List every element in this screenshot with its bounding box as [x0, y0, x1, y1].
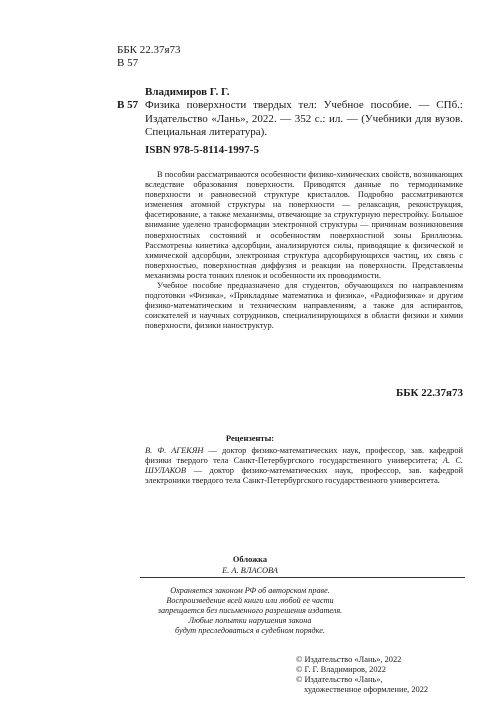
- author-name: Владимиров Г. Г.: [145, 86, 230, 98]
- bibliographic-description: Физика поверхности твердых тел: Учебное пособие. — СПб.: Издательство «Лань», 2022. — 352 с.: ил. — (Учебники для вузов. Специальная литература).: [145, 99, 463, 139]
- notice-line: Любые попытки нарушения закона: [188, 616, 312, 625]
- copyright-line: © Издательство «Лань», 2022: [296, 655, 402, 664]
- cover-credit-name: Е. А. ВЛАСОВА: [222, 566, 278, 575]
- copyright-notice: [0, 586, 500, 636]
- reviewer-2-description: — доктор физико-математических наук, профессор, зав. кафедрой электроники твердого тела Санкт-Петербургского государственного университета.: [145, 466, 463, 486]
- abstract: [145, 170, 463, 332]
- notice-line: будут преследоваться в судебном порядке.: [175, 626, 325, 635]
- author-code: В 57: [117, 99, 139, 111]
- reviewer-1-description: — доктор физико-математических наук, профессор, зав. кафедрой физики твердого тела Санкт-Петербургского государственного университета;: [145, 446, 463, 466]
- notice-line: Охраняется законом РФ об авторском праве.: [170, 586, 330, 595]
- notice-line: запрещается без письменного разрешения издателя.: [157, 606, 343, 615]
- copyright-line: художественное оформление, 2022: [304, 685, 429, 694]
- divider: [140, 577, 465, 578]
- bbk-index: ББК 22.37я73: [117, 44, 181, 56]
- cover-credit-title: Обложка: [232, 555, 268, 564]
- isbn: ISBN 978-5-8114-1997-5: [145, 144, 259, 156]
- author-mark: В 57: [117, 57, 139, 69]
- bbk-header: [117, 44, 181, 70]
- copyright-holders: [296, 655, 428, 695]
- reviewer-1-name: В. Ф. АГЕКЯН: [145, 446, 204, 455]
- copyright-line: © Г. Г. Владимиров, 2022: [296, 665, 386, 674]
- reviewers-text: [145, 446, 463, 486]
- bbk-footer: ББК 22.37я73: [396, 387, 463, 399]
- copyright-line: © Издательство «Лань»,: [296, 675, 383, 684]
- abstract-paragraph: В пособии рассматриваются особенности физико-химических свойств, возникающих вследствие образования поверхности. Приводятся данные по термодинамике поверхности и равновесной структуре кристаллов. Подробно рассматриваются изменения атомной структуры на поверхности — релаксация, реконструкция, фасетирование, а также механизмы, отвечающие за структурную перестройку. Большое внимание уделено трансформации электронной структуры — причинам возникновения поверхностных состояний и особенностям поверхностной зоны Бриллюэна. Рассмотрены кинетика адсорбции, анализируются силы, приводящие к физической и химической адсорбции, электронная структура адсорбирующихся частиц, их связь с поверхностью, поверхностная диффузия и реакции на поверхности. Представлены механизмы роста тонких пленок и особенности их проводимости.: [145, 170, 463, 280]
- reviewers-title: Рецензенты:: [225, 433, 275, 443]
- reviewer-2-name: А. С. ШУЛАКОВ: [145, 456, 463, 476]
- abstract-paragraph: Учебное пособие предназначено для студентов, обучающихся по направлениям подготовки «Физика», «Прикладные математика и физика», «Радиофизика» и другим физико-математическим и техническим направлениям, а также для аспирантов, соискателей и научных сотрудников, специализирующихся в области физики и химии поверхности, физики наноструктур.: [145, 281, 463, 331]
- notice-line: Воспроизведение всей книги или любой ее части: [166, 596, 334, 605]
